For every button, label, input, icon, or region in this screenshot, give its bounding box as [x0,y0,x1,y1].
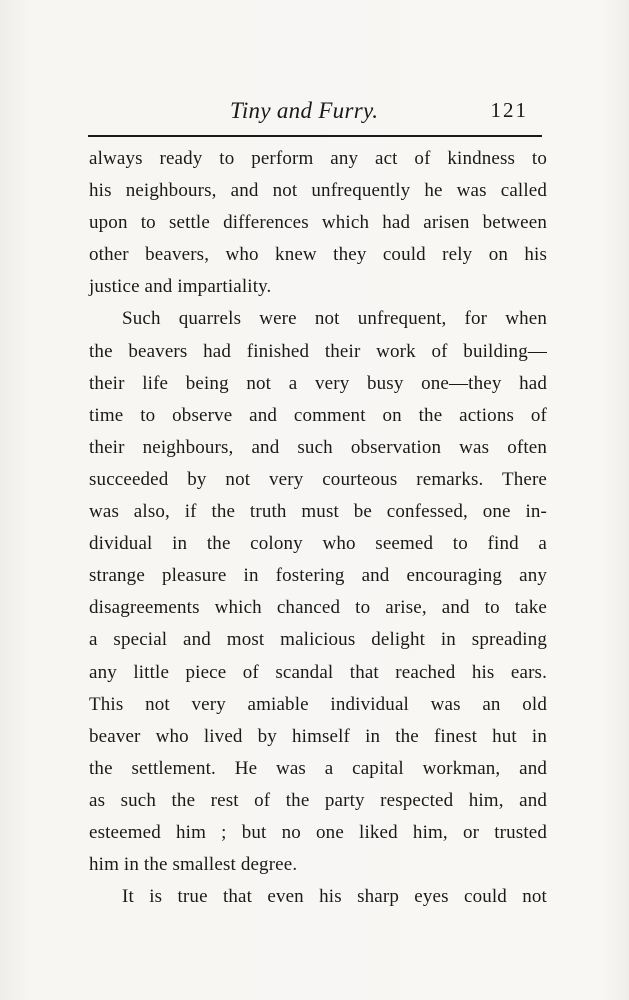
text-line: him in the smallest degree. [89,854,298,876]
text-line: dividual in the colony who seemed to find a [89,533,547,555]
text-line: other beavers, who knew they could rely on his [89,244,547,266]
body-text [89,143,547,913]
text-line: upon to settle differences which had arisen between [89,212,547,234]
text-line: disagreements which chanced to arise, and to take [89,597,547,619]
text-line: always ready to perform any act of kindness to [89,148,547,169]
text-line: was also, if the truth must be confessed, one in- [89,501,547,523]
text-line: justice and impartiality. [89,276,272,298]
running-header [88,96,542,130]
text-line: any little piece of scandal that reached his ears. [89,661,547,683]
text-line: It is true that even his sharp eyes could not [122,886,547,908]
running-title: Tiny and Furry. [230,98,379,123]
text-line: esteemed him ; but no one liked him, or trusted [89,821,547,843]
page-number: 121 [490,98,528,122]
text-line: beaver who lived by himself in the finest hut in [89,725,547,747]
header-rule [88,135,542,137]
text-line: a special and most malicious delight in spreading [89,629,547,651]
text-line: This not very amiable individual was an old [89,693,547,715]
text-line: strange pleasure in fostering and encouraging any [89,565,547,587]
text-line: their neighbours, and such observation was often [89,436,547,458]
text-line: Such quarrels were not unfrequent, for when [122,308,547,330]
text-line: the beavers had finished their work of building— [89,340,547,362]
text-line: as such the rest of the party respected him, and [89,789,547,811]
text-line: their life being not a very busy one—they had [89,372,547,394]
text-line: the settlement. He was a capital workman, and [89,757,547,779]
text-line: succeeded by not very courteous remarks. There [89,468,547,490]
text-line: his neighbours, and not unfrequently he was called [89,180,547,202]
text-line: time to observe and comment on the actions of [89,404,547,426]
